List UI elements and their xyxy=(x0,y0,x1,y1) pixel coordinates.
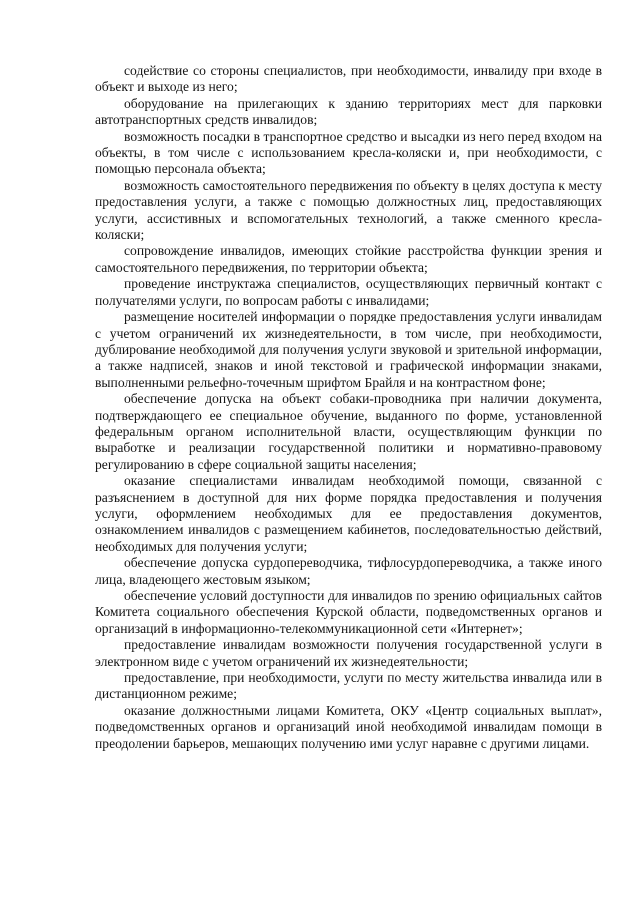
paragraph-sign-interpreter: обеспечение допуска сурдопереводчика, тифлосурдопереводчика, а также иного лица, владеющего жестовым языком; xyxy=(95,555,602,587)
paragraph-information-media: размещение носителей информации о порядке предоставления услуги инвалидам с учетом ограничений их жизнедеятельности, в том числе, при необходимости, дублирование необходимой для получения услуги звуковой и зрительной информации, а также надписей, знаков и иной текстовой и графической информации знаками, выполненными рельефно-точечным шрифтом Брайля и на контрастном фоне; xyxy=(95,309,602,390)
paragraph-electronic-service: предоставление инвалидам возможности получения государственной услуги в электронном виде с учетом ограничений их жизнедеятельности; xyxy=(95,637,602,669)
document-page xyxy=(95,63,602,752)
paragraph-independent-movement: возможность самостоятельного передвижения по объекту в целях доступа к месту предоставления услуги, а также с помощью должностных лиц, предоставляющих услуги, ассистивных и вспомогательных технологий, а также сменного кресла-коляски; xyxy=(95,177,602,243)
paragraph-specialist-help: оказание специалистами инвалидам необходимой помощи, связанной с разъяснением в доступной для них форме порядка предоставления и получения услуги, оформлением необходимых для ее предоставления документов, ознакомлением инвалидов с размещением кабинетов, последовательностью действий, необходимых для получения услуги; xyxy=(95,473,602,554)
paragraph-vehicle-boarding: возможность посадки в транспортное средство и высадки из него перед входом на объекты, в том числе с использованием кресла-коляски и, при необходимости, с помощью персонала объекта; xyxy=(95,128,602,177)
paragraph-assistance-entry: содействие со стороны специалистов, при необходимости, инвалиду при входе в объект и выходе из него; xyxy=(95,63,602,95)
paragraph-staff-briefing: проведение инструктажа специалистов, осуществляющих первичный контакт с получателями услуги, по вопросам работы с инвалидами; xyxy=(95,276,602,308)
paragraph-remote-service: предоставление, при необходимости, услуги по месту жительства инвалида или в дистанционном режиме; xyxy=(95,670,602,702)
paragraph-barrier-help: оказание должностными лицами Комитета, ОКУ «Центр социальных выплат», подведомственных органов и организаций иной необходимой инвалидам помощи в преодолении барьеров, мешающих получению ими услуг наравне с другими лицами. xyxy=(95,702,602,751)
paragraph-website-accessibility: обеспечение условий доступности для инвалидов по зрению официальных сайтов Комитета социального обеспечения Курской области, подведомственных органов и организаций в информационно-телекоммуникационной сети «Интернет»; xyxy=(95,588,602,636)
paragraph-escort: сопровождение инвалидов, имеющих стойкие расстройства функции зрения и самостоятельного передвижения, по территории объекта; xyxy=(95,243,602,275)
paragraph-guide-dog: обеспечение допуска на объект собаки-проводника при наличии документа, подтверждающего ее специальное обучение, выданного по форме, установленной федеральным органом исполнительной власти, осуществляющим функции по выработке и реализации государственной политики и нормативно-правовому регулированию в сфере социальной защиты населения; xyxy=(95,391,602,472)
paragraph-parking: оборудование на прилегающих к зданию территориях мест для парковки автотранспортных средств инвалидов; xyxy=(95,95,602,128)
